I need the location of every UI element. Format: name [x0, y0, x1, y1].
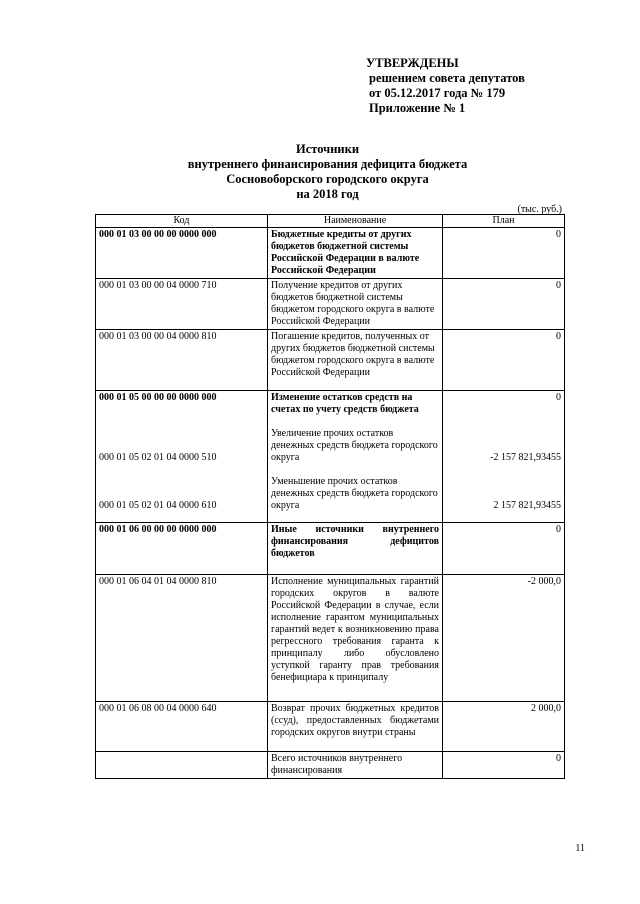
sub-row-name: Увеличение прочих остатков денежных средств бюджета городского округа: [271, 428, 438, 463]
table-row: [96, 391, 565, 523]
row-plan: 0: [443, 228, 565, 279]
row-plan: 0: [443, 279, 565, 330]
row-code-cell: [96, 391, 268, 523]
row-name: Получение кредитов от других бюджетов бюджетной системы бюджетом городского округа в валюте Российской Федерации: [268, 279, 443, 330]
approval-line-1: УТВЕРЖДЕНЫ: [366, 56, 459, 70]
row-plan: 0: [443, 523, 565, 575]
table-row: [96, 228, 565, 279]
sub-row-plan: -2 157 821,93455: [490, 452, 561, 463]
row-name: Иные источники внутреннего финансирования дефицитов бюджетов: [268, 523, 443, 575]
row-code: 000 01 06 00 00 00 0000 000: [96, 523, 268, 575]
header-plan: План: [443, 215, 565, 228]
units-label: (тыс. руб.): [517, 204, 562, 215]
table-row: [96, 752, 565, 779]
table-row: [96, 523, 565, 575]
approval-line-2: решением совета депутатов: [369, 71, 525, 85]
row-plan: 0: [443, 330, 565, 391]
table-row: [96, 279, 565, 330]
row-name: Всего источников внутреннего финансирования: [268, 752, 443, 779]
row-name: Бюджетные кредиты от других бюджетов бюджетной системы Российской Федерации в валюте Российской Федерации: [268, 228, 443, 279]
row-code: 000 01 03 00 00 04 0000 710: [96, 279, 268, 330]
row-plan: 0: [443, 752, 565, 779]
table-row: [96, 330, 565, 391]
row-code: 000 01 06 08 00 04 0000 640: [96, 702, 268, 752]
row-name: Изменение остатков средств на счетах по учету средств бюджета: [271, 392, 419, 415]
sub-row-plan: 2 157 821,93455: [493, 500, 561, 511]
row-code: 000 01 05 00 00 00 0000 000: [99, 392, 217, 403]
row-plan-cell: [443, 391, 565, 523]
row-plan: 0: [556, 392, 561, 403]
title-line-4: на 2018 год: [296, 187, 359, 201]
row-plan: -2 000,0: [443, 575, 565, 702]
header-name: Наименование: [268, 215, 443, 228]
row-name: Исполнение муниципальных гарантий городских округов в валюте Российской Федерации в случае, если исполнение гарантом муниципальных гарантий ведет к возникновению права регрессного требования гаранта к принципалу либо обусловлено уступкой гаранту прав требования бенефициара к принципалу: [268, 575, 443, 702]
table-row: [96, 702, 565, 752]
table-row: [96, 575, 565, 702]
approval-line-4: Приложение № 1: [369, 101, 466, 115]
sub-row-code: 000 01 05 02 01 04 0000 610: [99, 500, 217, 511]
page-number: 11: [575, 843, 585, 854]
row-name: Погашение кредитов, полученных от других бюджетов бюджетной системы бюджетом городского округа в валюте Российской Федерации: [268, 330, 443, 391]
row-code: 000 01 03 00 00 00 0000 000: [96, 228, 268, 279]
header-code: Код: [96, 215, 268, 228]
approval-block: [363, 56, 525, 116]
title-line-3: Сосновоборского городского округа: [226, 172, 429, 186]
document-title: [95, 142, 560, 202]
approval-line-3: от 05.12.2017 года № 179: [369, 86, 506, 100]
row-plan: 2 000,0: [443, 702, 565, 752]
sub-row-name: Уменьшение прочих остатков денежных средств бюджета городского округа: [271, 476, 438, 511]
row-code: 000 01 06 04 01 04 0000 810: [96, 575, 268, 702]
sources-table: [95, 214, 565, 779]
row-name-cell: [268, 391, 443, 523]
row-code: [96, 752, 268, 779]
sub-row-code: 000 01 05 02 01 04 0000 510: [99, 452, 217, 463]
title-line-2: внутреннего финансирования дефицита бюджета: [187, 157, 468, 171]
table-header-row: [96, 215, 565, 228]
row-code: 000 01 03 00 00 04 0000 810: [96, 330, 268, 391]
row-name: Возврат прочих бюджетных кредитов (ссуд), предоставленных бюджетами городских округов внутри страны: [268, 702, 443, 752]
title-line-1: Источники: [295, 142, 360, 156]
